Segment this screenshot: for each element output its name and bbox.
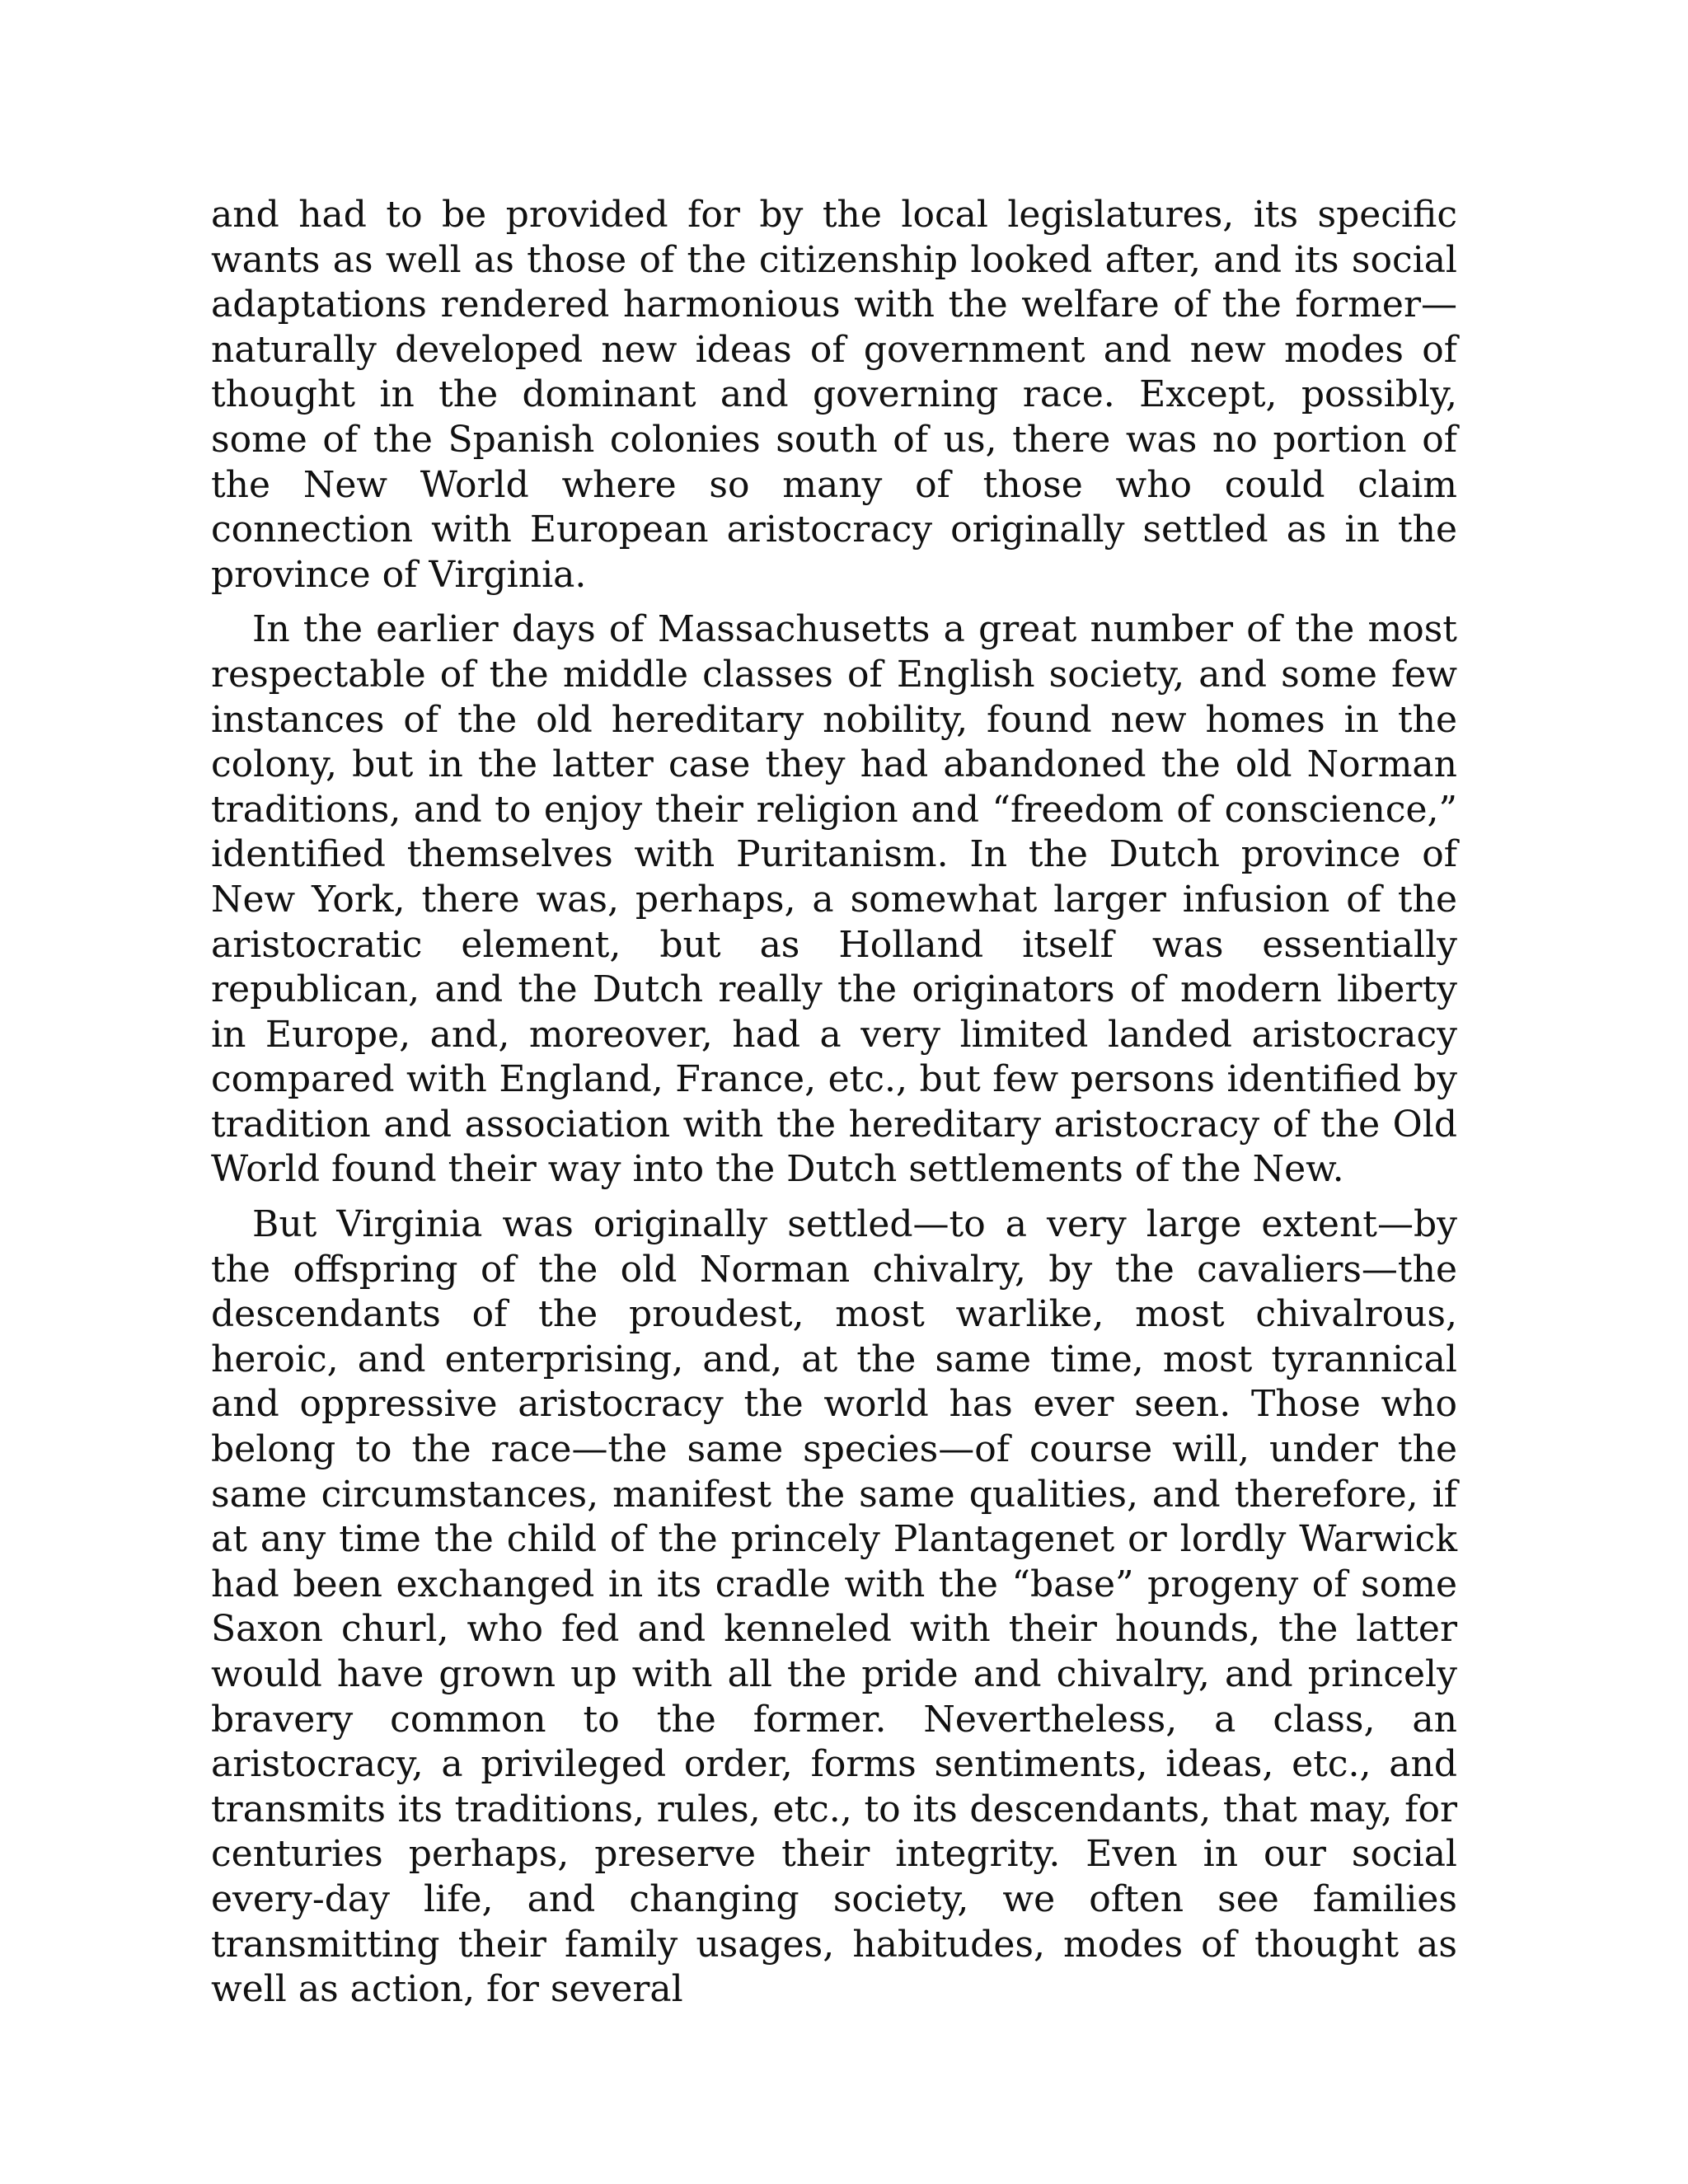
document-page [211, 193, 1457, 2022]
paragraph-massachusetts: In the earlier days of Massachusetts a great number of the most respectable of the middle classes of English society, and some few instances of the old hereditary nobility, found new homes in the colony, but in the latter case they had abandoned the old Norman traditions, and to enjoy their religion and “freedom of conscience,” identified themselves with Puritanism. In the Dutch province of New York, there was, perhaps, a somewhat larger infusion of the aristocratic element, but as Holland itself was essentially republican, and the Dutch really the originators of modern liberty in Europe, and, moreover, had a very limited landed aristocracy compared with England, France, etc., but few persons identified by tradition and association with the hereditary aristocracy of the Old World found their way into the Dutch settlements of the New. [211, 608, 1457, 1191]
paragraph-virginia: But Virginia was originally settled—to a very large extent—by the offspring of the old Norman chivalry, by the cavaliers—the descendants of the proudest, most warlike, most chivalrous, heroic, and enterprising, and, at the same time, most tyrannical and oppressive aristocracy the world has ever seen. Those who belong to the race—the same species—of course will, under the same circumstances, manifest the same qualities, and therefore, if at any time the child of the princely Plantagenet or lordly Warwick had been exchanged in its cradle with the “base” progeny of some Saxon churl, who fed and kenneled with their hounds, the latter would have grown up with all the pride and chivalry, and princely bravery common to the former. Nevertheless, a class, an aristocracy, a privileged order, forms sentiments, ideas, etc., and transmits its traditions, rules, etc., to its descendants, that may, for centuries perhaps, preserve their integrity. Even in our social every-day life, and changing society, we often see families transmitting their family usages, habitudes, modes of thought as well as action, for several [211, 1203, 1457, 2011]
paragraph-continued: and had to be provided for by the local legislatures, its specific wants as well as those of the citizenship looked after, and its social adaptations rendered harmonious with the welfare of the former—naturally developed new ideas of government and new modes of thought in the dominant and governing race. Except, possibly, some of the Spanish colonies south of us, there was no portion of the New World where so many of those who could claim connection with European aristocracy originally settled as in the province of Virginia. [211, 194, 1457, 596]
